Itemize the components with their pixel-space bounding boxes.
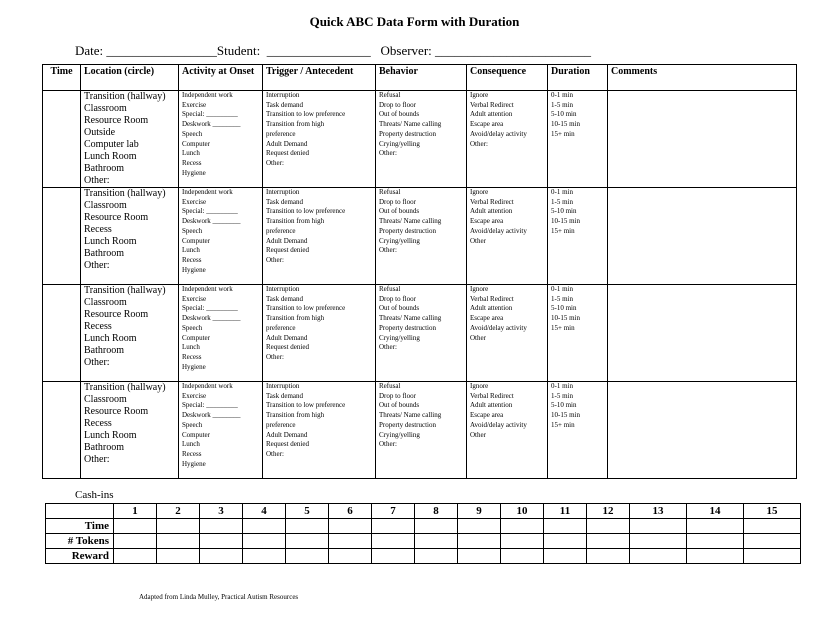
location-option[interactable]: Resource Room [84, 309, 149, 320]
cash-ins-entry-cell[interactable] [114, 549, 157, 564]
durations-cell [548, 91, 608, 188]
activity-option[interactable]: Exercise [182, 100, 207, 109]
cash-ins-entry-cell[interactable] [243, 549, 286, 564]
behavior-option[interactable]: Crying/yelling [379, 430, 420, 439]
behavior-option[interactable]: Out of bounds [379, 304, 420, 313]
trigger-option[interactable]: Transition from high [266, 120, 325, 129]
behavior-option[interactable]: Refusal [379, 188, 401, 196]
trigger-option[interactable]: Task demand [266, 391, 304, 400]
consequence-option[interactable]: Other: [470, 139, 488, 148]
observation-row [43, 91, 797, 188]
activity-option[interactable]: Lunch [182, 246, 200, 255]
consequence-option[interactable]: Adult attention [470, 401, 513, 410]
behavior-option[interactable]: Drop to floor [379, 391, 416, 400]
duration-option[interactable]: 1-5 min [551, 294, 573, 303]
cash-in-number: 15 [744, 504, 801, 519]
consequences-cell [467, 188, 548, 285]
behavior-option[interactable]: Crying/yelling [379, 333, 420, 342]
trigger-option[interactable]: Request denied [266, 149, 309, 158]
durations-cell [548, 285, 608, 382]
student-label: Student: [216, 43, 261, 58]
duration-option[interactable]: 10-15 min [551, 411, 580, 420]
cash-ins-entry-cell[interactable] [329, 549, 372, 564]
cash-ins-entry-cell[interactable] [286, 519, 329, 534]
activity-option[interactable]: Exercise [182, 391, 207, 400]
cash-ins-entry-cell[interactable] [243, 519, 286, 534]
duration-option[interactable]: 5-10 min [551, 401, 577, 410]
activity-option[interactable]: Recess [182, 449, 202, 458]
location-option[interactable]: Other: [84, 357, 110, 368]
location-option[interactable]: Bathroom [84, 345, 124, 356]
cash-ins-entry-cell[interactable] [200, 519, 243, 534]
behavior-option[interactable]: Out of bounds [379, 401, 420, 410]
location-option[interactable]: Transition (hallway) [84, 188, 166, 199]
consequence-option[interactable]: Avoid/delay activity [470, 226, 527, 235]
trigger-option[interactable]: preference [266, 226, 296, 235]
location-option[interactable]: Bathroom [84, 163, 124, 174]
cash-in-number: 8 [415, 504, 458, 519]
activity-option[interactable]: Special: _________ [182, 401, 238, 410]
trigger-option[interactable]: Request denied [266, 246, 309, 255]
activity-option[interactable]: Hygiene [182, 459, 206, 468]
consequence-option[interactable]: Adult attention [470, 207, 513, 216]
location-option[interactable]: Lunch Room [84, 430, 137, 441]
location-option[interactable]: Recess [84, 321, 112, 332]
activity-option[interactable]: Exercise [182, 197, 207, 206]
time-cell[interactable] [43, 188, 81, 285]
cash-ins-entry-cell[interactable] [501, 519, 544, 534]
table-header-row [43, 65, 797, 91]
form-header [75, 43, 591, 59]
cash-ins-entry-cell[interactable] [157, 534, 200, 549]
column-header-behavior: Behavior [376, 65, 467, 91]
activity-option[interactable]: Lunch [182, 440, 200, 449]
duration-option[interactable]: 1-5 min [551, 100, 573, 109]
behaviors-cell [376, 188, 467, 285]
location-option[interactable]: Transition (hallway) [84, 91, 166, 102]
location-option[interactable]: Computer lab [84, 139, 139, 150]
behavior-option[interactable]: Property destruction [379, 129, 436, 138]
trigger-option[interactable]: Adult Demand [266, 139, 308, 148]
duration-option[interactable]: 0-1 min [551, 188, 573, 196]
cash-in-number: 14 [687, 504, 744, 519]
activities-cell [179, 285, 263, 382]
column-header-comments: Comments [608, 65, 797, 91]
durations-cell [548, 382, 608, 479]
activity-option[interactable]: Independent work [182, 188, 233, 196]
behavior-option[interactable]: Property destruction [379, 226, 436, 235]
consequence-option[interactable]: Other [470, 333, 486, 342]
behavior-option[interactable]: Out of bounds [379, 110, 420, 119]
activity-option[interactable]: Speech [182, 226, 203, 235]
consequence-option[interactable]: Verbal Redirect [470, 391, 514, 400]
location-option[interactable]: Resource Room [84, 115, 149, 126]
trigger-option[interactable]: Request denied [266, 440, 309, 449]
consequence-option[interactable]: Verbal Redirect [470, 197, 514, 206]
activity-option[interactable]: Computer [182, 430, 210, 439]
location-option[interactable]: Other: [84, 175, 110, 186]
locations-cell [81, 285, 179, 382]
cash-ins-entry-cell[interactable] [157, 519, 200, 534]
observer-field[interactable]: ________________________ [435, 43, 592, 58]
cash-in-number: 10 [501, 504, 544, 519]
behavior-option[interactable]: Property destruction [379, 420, 436, 429]
location-option[interactable]: Classroom [84, 103, 127, 114]
consequence-option[interactable]: Avoid/delay activity [470, 129, 527, 138]
cash-ins-entry-cell[interactable] [630, 519, 687, 534]
trigger-option[interactable]: Interruption [266, 91, 300, 99]
trigger-option[interactable]: Transition to low preference [266, 304, 346, 313]
trigger-option[interactable]: Adult Demand [266, 333, 308, 342]
cash-ins-entry-cell[interactable] [744, 549, 801, 564]
activity-option[interactable]: Speech [182, 129, 203, 138]
activity-option[interactable]: Speech [182, 420, 203, 429]
cash-ins-entry-cell[interactable] [587, 549, 630, 564]
trigger-option[interactable]: Other: [266, 449, 284, 458]
location-option[interactable]: Classroom [84, 297, 127, 308]
duration-option[interactable]: 10-15 min [551, 217, 580, 226]
triggers-cell [263, 188, 376, 285]
consequence-option[interactable]: Ignore [470, 91, 489, 99]
date-field[interactable]: _________________ [106, 43, 217, 58]
consequence-option[interactable]: Avoid/delay activity [470, 323, 527, 332]
locations-cell [81, 91, 179, 188]
cash-in-number: 3 [200, 504, 243, 519]
cash-ins-row [46, 534, 801, 549]
abc-data-table [42, 64, 797, 479]
cash-ins-entry-cell[interactable] [501, 534, 544, 549]
trigger-option[interactable]: Request denied [266, 343, 309, 352]
consequence-option[interactable]: Escape area [470, 217, 504, 226]
location-option[interactable]: Outside [84, 127, 116, 138]
cash-ins-number-row [46, 504, 801, 519]
behavior-option[interactable]: Other: [379, 440, 397, 449]
behavior-option[interactable]: Threats/ Name calling [379, 217, 442, 226]
consequence-option[interactable]: Avoid/delay activity [470, 420, 527, 429]
cash-in-number: 5 [286, 504, 329, 519]
activities-cell [179, 382, 263, 479]
consequences-cell [467, 91, 548, 188]
trigger-option[interactable]: Transition from high [266, 411, 325, 420]
activity-option[interactable]: Speech [182, 323, 203, 332]
cash-in-number: 6 [329, 504, 372, 519]
consequence-option[interactable]: Escape area [470, 411, 504, 420]
activity-option[interactable]: Independent work [182, 382, 233, 390]
comments-cell[interactable] [608, 382, 797, 479]
duration-option[interactable]: 1-5 min [551, 391, 573, 400]
activity-option[interactable]: Computer [182, 333, 210, 342]
cash-ins-entry-cell[interactable] [415, 549, 458, 564]
cash-ins-entry-cell[interactable] [243, 534, 286, 549]
cash-ins-entry-cell[interactable] [372, 534, 415, 549]
behavior-option[interactable]: Out of bounds [379, 207, 420, 216]
behavior-option[interactable]: Threats/ Name calling [379, 411, 442, 420]
trigger-option[interactable]: Transition from high [266, 217, 325, 226]
column-header-trigger: Trigger / Antecedent [263, 65, 376, 91]
location-option[interactable]: Transition (hallway) [84, 285, 166, 296]
behavior-option[interactable]: Crying/yelling [379, 139, 420, 148]
triggers-cell [263, 382, 376, 479]
cash-ins-entry-cell[interactable] [200, 534, 243, 549]
duration-option[interactable]: 5-10 min [551, 207, 577, 216]
consequence-option[interactable]: Escape area [470, 314, 504, 323]
behaviors-cell [376, 285, 467, 382]
duration-option[interactable]: 15+ min [551, 420, 575, 429]
trigger-option[interactable]: Interruption [266, 188, 300, 196]
activity-option[interactable]: Lunch [182, 343, 200, 352]
column-header-consequence: Consequence [467, 65, 548, 91]
location-option[interactable]: Recess [84, 224, 112, 235]
cash-ins-entry-cell[interactable] [544, 534, 587, 549]
cash-ins-entry-cell[interactable] [544, 519, 587, 534]
trigger-option[interactable]: Other: [266, 352, 284, 361]
behavior-option[interactable]: Drop to floor [379, 294, 416, 303]
duration-option[interactable]: 5-10 min [551, 304, 577, 313]
cash-in-number: 9 [458, 504, 501, 519]
trigger-option[interactable]: Transition to low preference [266, 401, 346, 410]
activity-option[interactable]: Computer [182, 139, 210, 148]
trigger-option[interactable]: preference [266, 420, 296, 429]
attribution-footer: Adapted from Linda Mulley, Practical Autism Resources [139, 593, 299, 601]
behavior-option[interactable]: Threats/ Name calling [379, 314, 442, 323]
cash-ins-row [46, 549, 801, 564]
activity-option[interactable]: Special: _________ [182, 304, 238, 313]
cash-ins-entry-cell[interactable] [544, 549, 587, 564]
behavior-option[interactable]: Other: [379, 149, 397, 158]
column-header-duration: Duration [548, 65, 608, 91]
cash-ins-entry-cell[interactable] [744, 534, 801, 549]
durations-cell [548, 188, 608, 285]
comments-cell[interactable] [608, 285, 797, 382]
consequence-option[interactable]: Ignore [470, 382, 489, 390]
consequences-cell [467, 382, 548, 479]
location-option[interactable]: Transition (hallway) [84, 382, 166, 393]
page-title: Quick ABC Data Form with Duration [309, 14, 520, 29]
cash-ins-entry-cell[interactable] [458, 519, 501, 534]
activity-option[interactable]: Computer [182, 236, 210, 245]
column-header-time: Time [43, 65, 81, 91]
cash-ins-entry-cell[interactable] [415, 534, 458, 549]
duration-option[interactable]: 10-15 min [551, 314, 580, 323]
behavior-option[interactable]: Refusal [379, 382, 401, 390]
trigger-option[interactable]: Task demand [266, 100, 304, 109]
cash-ins-entry-cell[interactable] [744, 519, 801, 534]
cash-ins-row [46, 519, 801, 534]
activity-option[interactable]: Hygiene [182, 362, 206, 371]
cash-ins-entry-cell[interactable] [687, 519, 744, 534]
trigger-option[interactable]: Task demand [266, 197, 304, 206]
trigger-option[interactable]: Interruption [266, 382, 300, 390]
cash-ins-label: Cash-ins [75, 489, 114, 501]
cash-ins-entry-cell[interactable] [329, 519, 372, 534]
behavior-option[interactable]: Property destruction [379, 323, 436, 332]
cash-ins-entry-cell[interactable] [458, 534, 501, 549]
duration-option[interactable]: 10-15 min [551, 120, 580, 129]
trigger-option[interactable]: Other: [266, 255, 284, 264]
location-option[interactable]: Recess [84, 418, 112, 429]
cash-ins-entry-cell[interactable] [415, 519, 458, 534]
time-cell[interactable] [43, 91, 81, 188]
trigger-option[interactable]: preference [266, 129, 296, 138]
trigger-option[interactable]: preference [266, 323, 296, 332]
consequence-option[interactable]: Ignore [470, 285, 489, 293]
activity-option[interactable]: Recess [182, 255, 202, 264]
cash-ins-table [45, 503, 801, 564]
duration-option[interactable]: 15+ min [551, 323, 575, 332]
locations-cell [81, 188, 179, 285]
cash-ins-entry-cell[interactable] [157, 549, 200, 564]
trigger-option[interactable]: Transition from high [266, 314, 325, 323]
activity-option[interactable]: Special: _________ [182, 207, 238, 216]
cash-ins-entry-cell[interactable] [630, 534, 687, 549]
location-option[interactable]: Resource Room [84, 406, 149, 417]
cash-ins-entry-cell[interactable] [687, 549, 744, 564]
activity-option[interactable]: Deskwork ________ [182, 217, 241, 226]
duration-option[interactable]: 0-1 min [551, 382, 573, 390]
behavior-option[interactable]: Drop to floor [379, 100, 416, 109]
consequence-option[interactable]: Adult attention [470, 304, 513, 313]
activity-option[interactable]: Lunch [182, 149, 200, 158]
cash-in-number: 2 [157, 504, 200, 519]
activities-cell [179, 91, 263, 188]
cash-ins-entry-cell[interactable] [329, 534, 372, 549]
cash-ins-entry-cell[interactable] [458, 549, 501, 564]
consequence-option[interactable]: Other [470, 430, 486, 439]
comments-cell[interactable] [608, 91, 797, 188]
behavior-option[interactable]: Drop to floor [379, 197, 416, 206]
activity-option[interactable]: Deskwork ________ [182, 120, 241, 129]
behavior-option[interactable]: Other: [379, 246, 397, 255]
behavior-option[interactable]: Refusal [379, 285, 401, 293]
cash-ins-entry-cell[interactable] [501, 549, 544, 564]
trigger-option[interactable]: Interruption [266, 285, 300, 293]
duration-option[interactable]: 5-10 min [551, 110, 577, 119]
trigger-option[interactable]: Other: [266, 158, 284, 167]
location-option[interactable]: Lunch Room [84, 236, 137, 247]
activity-option[interactable]: Independent work [182, 91, 233, 99]
location-option[interactable]: Other: [84, 260, 110, 271]
duration-option[interactable]: 1-5 min [551, 197, 573, 206]
cash-ins-entry-cell[interactable] [630, 549, 687, 564]
cash-in-number: 13 [630, 504, 687, 519]
consequence-option[interactable]: Verbal Redirect [470, 100, 514, 109]
activity-option[interactable]: Hygiene [182, 168, 206, 177]
consequence-option[interactable]: Verbal Redirect [470, 294, 514, 303]
location-option[interactable]: Classroom [84, 200, 127, 211]
cash-in-number: 11 [544, 504, 587, 519]
activity-option[interactable]: Independent work [182, 285, 233, 293]
activity-option[interactable]: Recess [182, 352, 202, 361]
duration-option[interactable]: 0-1 min [551, 91, 573, 99]
activity-option[interactable]: Deskwork ________ [182, 314, 241, 323]
cash-ins-entry-cell[interactable] [286, 534, 329, 549]
behavior-option[interactable]: Other: [379, 343, 397, 352]
time-cell[interactable] [43, 285, 81, 382]
trigger-option[interactable]: Adult Demand [266, 430, 308, 439]
cash-ins-entry-cell[interactable] [687, 534, 744, 549]
behavior-option[interactable]: Threats/ Name calling [379, 120, 442, 129]
duration-option[interactable]: 15+ min [551, 226, 575, 235]
date-label: Date: [75, 43, 104, 58]
behavior-option[interactable]: Crying/yelling [379, 236, 420, 245]
cash-in-number: 4 [243, 504, 286, 519]
trigger-option[interactable]: Transition to low preference [266, 110, 346, 119]
cash-ins-entry-cell[interactable] [286, 549, 329, 564]
time-cell[interactable] [43, 382, 81, 479]
consequence-option[interactable]: Other [470, 236, 486, 245]
triggers-cell [263, 91, 376, 188]
cash-ins-entry-cell[interactable] [372, 519, 415, 534]
trigger-option[interactable]: Transition to low preference [266, 207, 346, 216]
duration-option[interactable]: 15+ min [551, 129, 575, 138]
activity-option[interactable]: Hygiene [182, 265, 206, 274]
observation-row [43, 382, 797, 479]
activities-cell [179, 188, 263, 285]
activity-option[interactable]: Deskwork ________ [182, 411, 241, 420]
triggers-cell [263, 285, 376, 382]
location-option[interactable]: Lunch Room [84, 151, 137, 162]
column-header-activity: Activity at Onset [179, 65, 263, 91]
activity-option[interactable]: Exercise [182, 294, 207, 303]
locations-cell [81, 382, 179, 479]
cash-ins-row-label: # Tokens [46, 534, 114, 549]
location-option[interactable]: Lunch Room [84, 333, 137, 344]
cash-in-number: 7 [372, 504, 415, 519]
behaviors-cell [376, 382, 467, 479]
activity-option[interactable]: Special: _________ [182, 110, 238, 119]
trigger-option[interactable]: Adult Demand [266, 236, 308, 245]
behaviors-cell [376, 91, 467, 188]
consequence-option[interactable]: Ignore [470, 188, 489, 196]
observation-row [43, 188, 797, 285]
duration-option[interactable]: 0-1 min [551, 285, 573, 293]
consequences-cell [467, 285, 548, 382]
cash-ins-row-label: Reward [46, 549, 114, 564]
cash-ins-entry-cell[interactable] [587, 519, 630, 534]
behavior-option[interactable]: Refusal [379, 91, 401, 99]
observation-row [43, 285, 797, 382]
consequence-option[interactable]: Escape area [470, 120, 504, 129]
corner-cell [46, 504, 114, 519]
cash-ins-row-label: Time [46, 519, 114, 534]
activity-option[interactable]: Recess [182, 158, 202, 167]
column-header-location: Location (circle) [81, 65, 179, 91]
location-option[interactable]: Classroom [84, 394, 127, 405]
cash-ins-entry-cell[interactable] [200, 549, 243, 564]
cash-in-number: 1 [114, 504, 157, 519]
consequence-option[interactable]: Adult attention [470, 110, 513, 119]
comments-cell[interactable] [608, 188, 797, 285]
trigger-option[interactable]: Task demand [266, 294, 304, 303]
location-option[interactable]: Other: [84, 454, 110, 465]
location-option[interactable]: Bathroom [84, 248, 124, 259]
cash-ins-entry-cell[interactable] [114, 519, 157, 534]
cash-ins-entry-cell[interactable] [372, 549, 415, 564]
location-option[interactable]: Resource Room [84, 212, 149, 223]
student-field[interactable]: ________________ [266, 43, 371, 58]
observer-label: Observer: [380, 43, 432, 58]
cash-ins-entry-cell[interactable] [587, 534, 630, 549]
cash-ins-entry-cell[interactable] [114, 534, 157, 549]
location-option[interactable]: Bathroom [84, 442, 124, 453]
cash-in-number: 12 [587, 504, 630, 519]
